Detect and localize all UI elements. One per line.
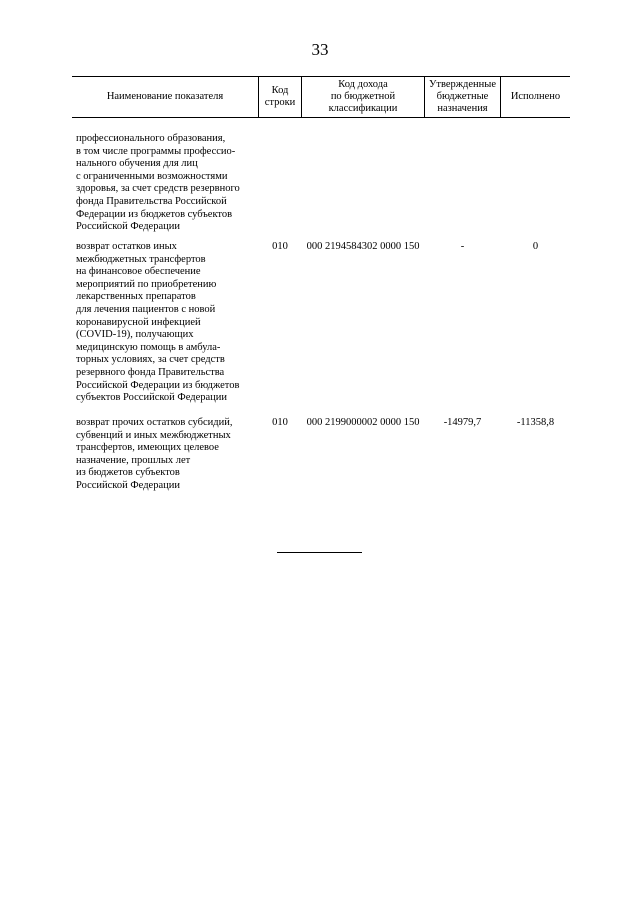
row-income-code: 000 2199000002 0000 150 [306, 417, 420, 428]
row-approved: -14979,7 [443, 417, 482, 428]
row-name: возврат остатков иных межбюджетных трансфертов на финансовое обеспечение мероприятий по приобретению лекарственных препаратов для лечения пациентов с новой коронавирусной инфекцией (COVID-19), получающих медицинскую помощь в амбула- торных условиях, за счет средств резервного фонда Правительства Российской Федерации из бюджетов субъектов Российской Федерации [76, 241, 240, 404]
row-approved: - [460, 241, 465, 252]
row-name: возврат прочих остатков субсидий, субвенций и иных межбюджетных трансфертов, имеющих целевое назначение, прошлых лет из бюджетов субъектов Российской Федерации [76, 417, 233, 491]
row-income-code: 000 2194584302 0000 150 [306, 241, 420, 252]
row-code: 010 [272, 241, 288, 252]
row-executed: -11358,8 [516, 417, 555, 428]
header-income-code: Код дохода по бюджетной классификации [328, 79, 398, 114]
header-executed: Исполнено [510, 91, 561, 102]
header-approved: Утвержденные бюджетные назначения [428, 79, 497, 114]
row-executed: 0 [532, 241, 539, 252]
row-code: 010 [272, 417, 288, 428]
header-row-code: Код строки [264, 85, 296, 108]
end-divider-line [277, 552, 362, 553]
page-number: 33 [311, 40, 329, 59]
header-name: Наименование показателя [106, 91, 224, 102]
row-name: профессионального образования, в том числе программы профессио- нального обучения для лиц с ограниченными возможностями здоровья, за счет средств резервного фонда Правительства Российской Федерации из бюджетов субъектов Российской Федерации [76, 133, 240, 233]
table-header [72, 76, 570, 118]
